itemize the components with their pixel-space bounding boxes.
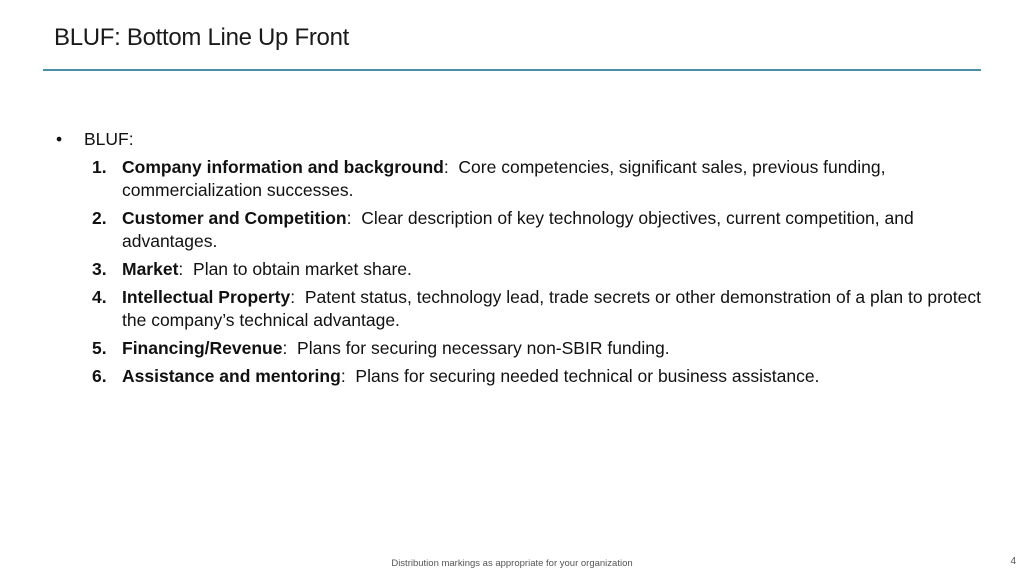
item-heading: Financing/Revenue [122, 338, 283, 358]
item-separator: : [443, 157, 459, 177]
item-heading: Market [122, 259, 179, 279]
item-heading: Intellectual Property [122, 287, 291, 307]
item-body: Patent status, technology lead, trade secrets or other demonstration of a plan to protect the company’s technical advantage. [122, 287, 981, 330]
item-number: 1. [92, 157, 107, 177]
item-separator: : [346, 208, 362, 228]
item-text [122, 286, 982, 332]
bullet-row [56, 128, 134, 150]
bullet-icon: • [56, 129, 63, 149]
list-item [92, 156, 992, 202]
list-item [92, 286, 992, 332]
item-number: 6. [92, 366, 107, 386]
item-body: Clear description of key technology objectives, current competition, and advantages. [122, 208, 914, 251]
bullet-label: BLUF: [84, 129, 134, 149]
page-number: 4 [1010, 556, 1016, 567]
item-text [122, 258, 982, 281]
numbered-list [92, 156, 992, 393]
item-separator: : [282, 338, 298, 358]
item-separator: : [340, 366, 356, 386]
item-separator: : [290, 287, 305, 307]
slide-title: BLUF: Bottom Line Up Front [54, 24, 349, 51]
item-heading: Company information and background [122, 157, 444, 177]
item-body: Plans for securing needed technical or business assistance. [355, 366, 820, 386]
item-number: 5. [92, 338, 107, 358]
item-separator: : [178, 259, 194, 279]
item-body: Plans for securing necessary non-SBIR funding. [297, 338, 670, 358]
item-number: 4. [92, 287, 107, 307]
item-number: 3. [92, 259, 107, 279]
item-text [122, 337, 982, 360]
item-heading: Assistance and mentoring [122, 366, 341, 386]
item-body: Core competencies, significant sales, previous funding, commercialization successes. [122, 157, 886, 200]
list-item [92, 337, 992, 360]
item-text [122, 207, 982, 253]
item-text [122, 365, 982, 388]
item-body: Plan to obtain market share. [193, 259, 412, 279]
item-text [122, 156, 982, 202]
footer-distribution-note: Distribution markings as appropriate for your organization [391, 558, 633, 569]
list-item [92, 207, 992, 253]
title-divider [43, 69, 981, 71]
list-item [92, 365, 992, 388]
item-number: 2. [92, 208, 107, 228]
item-heading: Customer and Competition [122, 208, 347, 228]
list-item [92, 258, 992, 281]
